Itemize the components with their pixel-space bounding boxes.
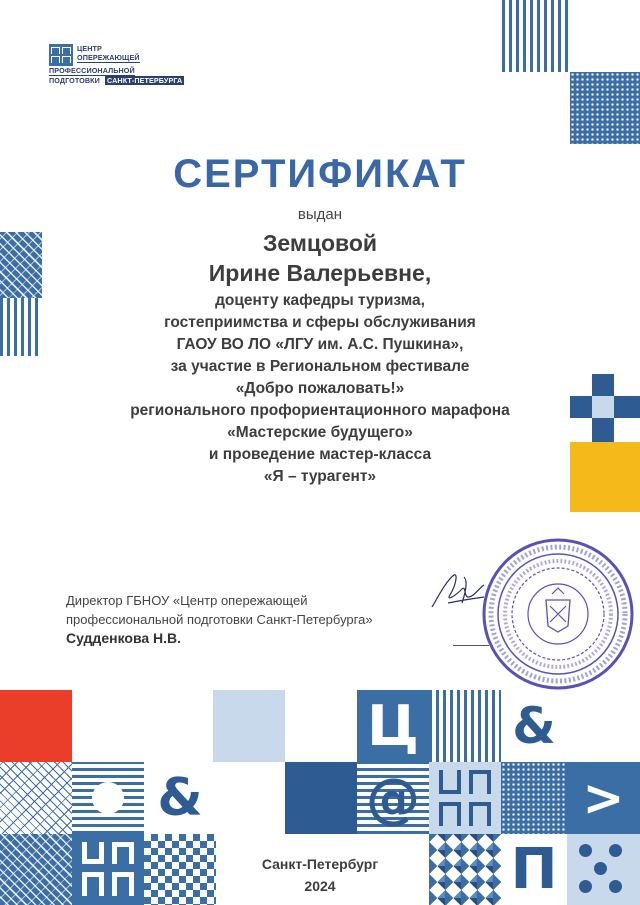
deco-lightblue-1: [213, 690, 285, 762]
certificate-body: [0, 290, 640, 488]
deco-stripes-o: [72, 762, 144, 834]
body-line: «Добро пожаловать!»: [235, 380, 405, 397]
deco-triangles: [429, 834, 501, 905]
deco-copp-outline: [429, 762, 501, 834]
logo-line-4b: САНКТ-ПЕТЕРБУРГА: [107, 76, 183, 85]
body-line: «Мастерские будущего»: [227, 424, 413, 441]
body-line: гостеприимства и сферы обслуживания: [164, 314, 476, 331]
deco-squiggle-bottom: [0, 834, 72, 905]
logo-line-3: ПРОФЕССИОНАЛЬНОЙ: [49, 66, 135, 75]
deco-empty: [285, 690, 357, 762]
recipient-surname: Земцовой: [262, 230, 378, 256]
deco-c-block: [357, 690, 429, 762]
deco-stripes-top: [502, 0, 570, 72]
body-line: доценту кафедры туризма,: [215, 292, 425, 309]
logo-line-4a: ПОДГОТОВКИ: [49, 76, 100, 85]
deco-c-glyph: Ц: [367, 693, 419, 759]
logo-line-2: ОПЕРЕЖАЮЩЕЙ: [77, 53, 140, 62]
handwritten-signature: [428, 567, 488, 617]
deco-at-glyph: @: [366, 766, 420, 830]
footer: [240, 853, 400, 897]
body-line: за участие в Региональном фестивале: [170, 358, 470, 375]
deco-squiggle-light: [0, 762, 72, 834]
signatory-block: [66, 591, 373, 648]
deco-copp-glyph: [72, 834, 144, 905]
signatory-position-2: профессиональной подготовки Санкт-Петербурга»: [66, 612, 373, 627]
deco-dot-pattern: [567, 834, 640, 905]
copp-logo: [49, 44, 199, 88]
deco-arrow-glyph: >: [582, 769, 625, 827]
signatory-position-1: Директор ГБНОУ «Центр опережающей: [66, 593, 308, 608]
footer-year: 2024: [304, 878, 336, 894]
recipient-name: Ирине Валерьевне,: [208, 260, 432, 286]
copp-logo-icon: [49, 44, 73, 66]
body-line: и проведение мастер-класса: [208, 446, 432, 463]
deco-checker-bottom: [144, 834, 216, 905]
certificate-title: СЕРТИФИКАТ: [173, 152, 467, 196]
deco-p-glyph: П: [510, 837, 558, 902]
deco-stripes-mid: [429, 690, 501, 762]
body-line: регионального профориентационного марафона: [130, 402, 510, 419]
body-line: «Я – турагент»: [263, 468, 377, 485]
deco-at-block: [357, 762, 429, 834]
official-stamp: [480, 536, 636, 692]
deco-arrow-block: [567, 762, 640, 834]
deco-ampersand-right: &: [512, 697, 556, 755]
body-line: ГАОУ ВО ЛО «ЛГУ им. А.С. Пушкина»,: [176, 336, 464, 353]
deco-red: [0, 690, 72, 762]
signatory-name: Судденкова Н.В.: [66, 630, 182, 646]
deco-p-block: [501, 834, 567, 905]
deco-dots-top: [570, 72, 640, 144]
footer-city: Санкт-Петербург: [261, 856, 379, 872]
logo-line-1: ЦЕНТР: [77, 44, 102, 53]
deco-navy-square: [285, 762, 357, 834]
deco-ampersand-left: &: [157, 768, 203, 828]
deco-dots-mid: [501, 762, 567, 834]
issued-label: выдан: [297, 206, 343, 223]
